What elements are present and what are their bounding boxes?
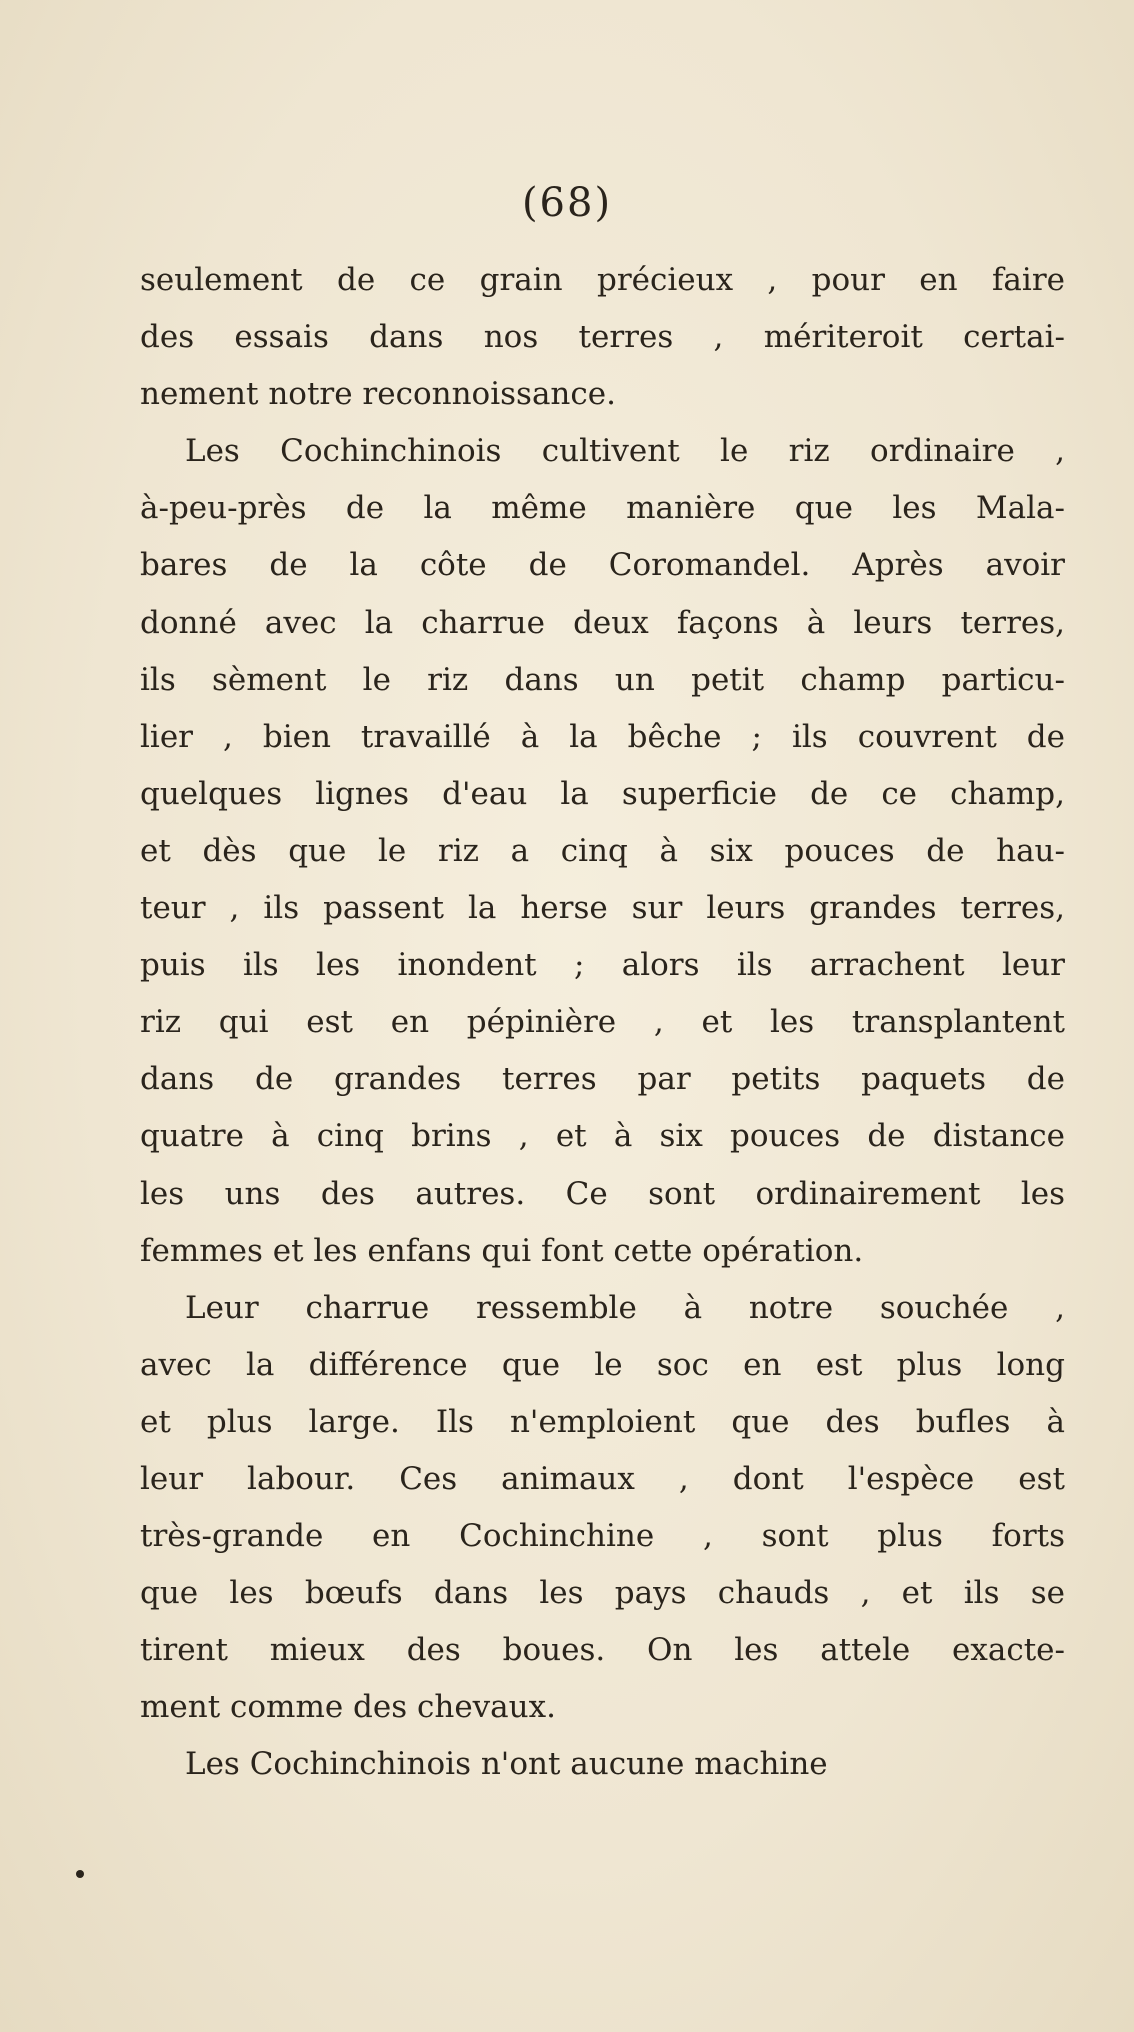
text-line: les uns des autres. Ce sont ordinairement les xyxy=(140,1175,1065,1212)
text-line: très-grande en Cochinchine , sont plus forts xyxy=(140,1518,1065,1555)
text-line: lier , bien travaillé à la bêche ; ils couvrent de xyxy=(140,718,1065,755)
text-line: Leur charrue ressemble à notre souchée , xyxy=(185,1289,1065,1326)
text-line: quelques lignes d'eau la superficie de ce champ, xyxy=(140,775,1065,812)
text-line: riz qui est en pépinière , et les transplantent xyxy=(140,1004,1065,1041)
text-line: que les bœufs dans les pays chauds , et ils se xyxy=(140,1575,1065,1612)
text-line: femmes et les enfans qui font cette opération. xyxy=(140,1232,864,1269)
text-line: donné avec la charrue deux façons à leurs terres, xyxy=(140,604,1065,641)
text-line: nement notre reconnoissance. xyxy=(140,376,616,413)
text-line: seulement de ce grain précieux , pour en faire xyxy=(140,262,1065,298)
text-line: et dès que le riz a cinq à six pouces de hau- xyxy=(140,832,1065,869)
text-line: bares de la côte de Coromandel. Après avoir xyxy=(140,547,1065,584)
text-line: tirent mieux des boues. On les attele exacte- xyxy=(140,1632,1065,1669)
text-line: à-peu-près de la même manière que les Mala- xyxy=(140,490,1065,527)
text-line: Les Cochinchinois cultivent le riz ordinaire , xyxy=(185,433,1065,470)
text-line: quatre à cinq brins , et à six pouces de distance xyxy=(140,1118,1065,1155)
body-text xyxy=(140,252,1065,1794)
text-line: et plus large. Ils n'emploient que des bufles à xyxy=(140,1403,1065,1440)
page-number: (68) xyxy=(521,180,613,226)
text-line: des essais dans nos terres , mériteroit certai- xyxy=(140,319,1065,356)
text-line: teur , ils passent la herse sur leurs grandes terres, xyxy=(140,890,1065,927)
text-line: Les Cochinchinois n'ont aucune machine xyxy=(185,1746,828,1783)
text-line: ment comme des chevaux. xyxy=(140,1689,556,1726)
text-line: dans de grandes terres par petits paquets de xyxy=(140,1061,1065,1098)
text-line: ils sèment le riz dans un petit champ particu- xyxy=(140,661,1065,698)
ink-spot xyxy=(76,1870,84,1878)
text-line: avec la différence que le soc en est plus long xyxy=(140,1346,1065,1383)
text-line: puis ils les inondent ; alors ils arrachent leur xyxy=(140,947,1065,984)
text-line: leur labour. Ces animaux , dont l'espèce est xyxy=(140,1460,1065,1497)
